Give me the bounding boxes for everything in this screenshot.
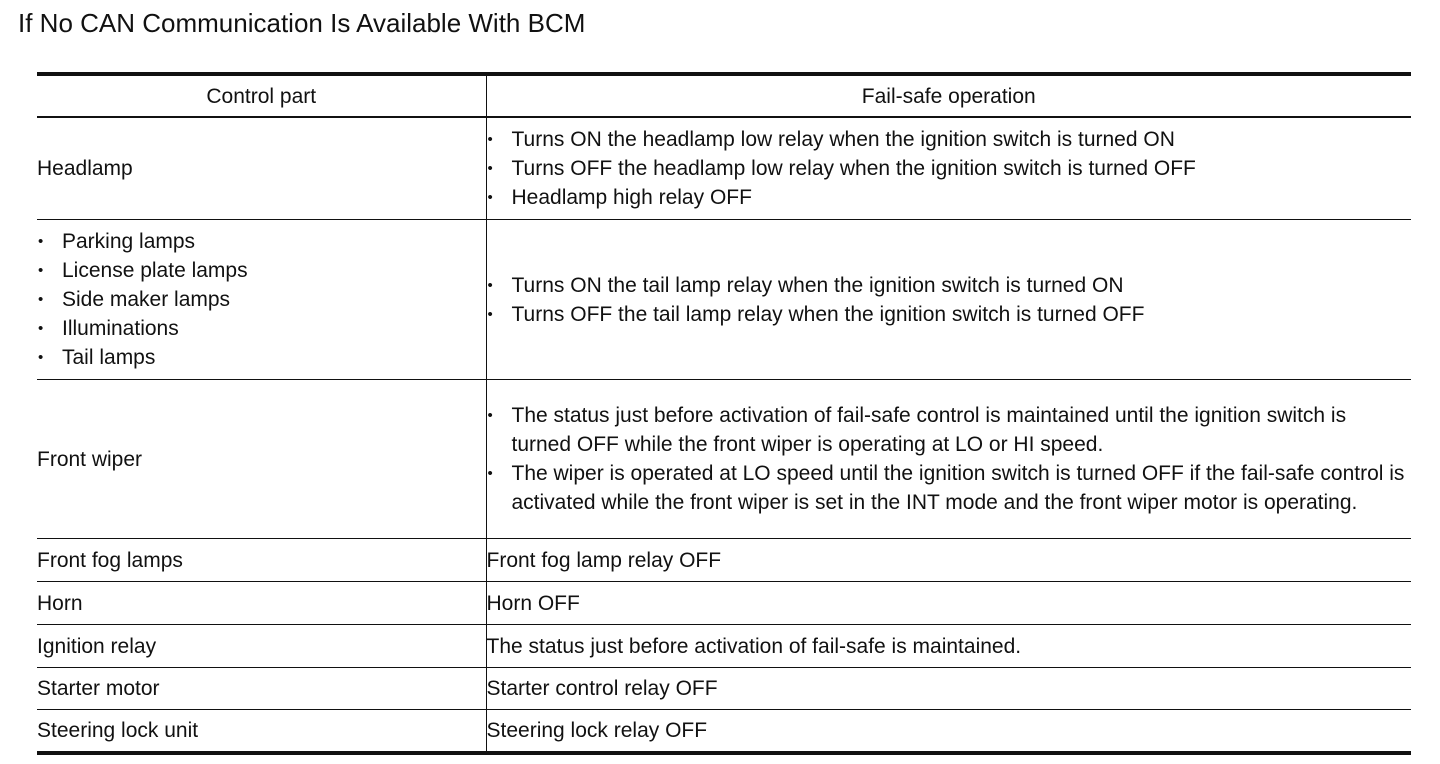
fail-safe-operation-cell: Starter control relay OFF [486,668,1411,710]
control-part-cell: Front fog lamps [37,539,486,582]
table-row [37,710,1411,754]
control-part-cell: Starter motor [37,668,486,710]
fail-safe-operation-cell [486,117,1411,220]
list-item: • Turns OFF the headlamp low relay when the ignition switch is turned OFF [487,154,1412,183]
table-row [37,220,1411,380]
list-item: • Tail lamps [37,343,486,372]
header-control-part: Control part [37,74,486,117]
list-item: • Illuminations [37,314,486,343]
control-part-cell [37,220,486,380]
list-item: • Headlamp high relay OFF [487,183,1412,212]
table-header-row [37,74,1411,117]
list-item: • Turns ON the headlamp low relay when the ignition switch is turned ON [487,125,1412,154]
control-part-cell: Horn [37,582,486,625]
table-row [37,117,1411,220]
fail-safe-operation-cell: Front fog lamp relay OFF [486,539,1411,582]
control-part-cell: Headlamp [37,117,486,220]
page-title: If No CAN Communication Is Available With BCM [18,8,586,38]
control-part-list [37,227,486,372]
fail-safe-operation-cell: Horn OFF [486,582,1411,625]
list-item: • Turns ON the tail lamp relay when the ignition switch is turned ON [487,271,1412,300]
table-row [37,380,1411,539]
operation-list [487,401,1412,517]
list-item: • Parking lamps [37,227,486,256]
operation-list [487,271,1412,329]
table-row [37,668,1411,710]
list-item: • License plate lamps [37,256,486,285]
table-row [37,539,1411,582]
list-item: • The status just before activation of fail-safe control is maintained until the ignition switch is turned OFF while the front wiper is operating at LO or HI speed. [487,401,1412,459]
control-part-cell: Steering lock unit [37,710,486,754]
fail-safe-operation-cell: The status just before activation of fail-safe is maintained. [486,625,1411,668]
list-item: • Turns OFF the tail lamp relay when the ignition switch is turned OFF [487,300,1412,329]
list-item: • Side maker lamps [37,285,486,314]
fail-safe-operation-cell: Steering lock relay OFF [486,710,1411,754]
control-part-cell: Front wiper [37,380,486,539]
header-fail-safe-operation: Fail-safe operation [486,74,1411,117]
fail-safe-table [37,72,1411,755]
table-row [37,582,1411,625]
fail-safe-operation-cell [486,380,1411,539]
control-part-cell: Ignition relay [37,625,486,668]
table-row [37,625,1411,668]
fail-safe-operation-cell [486,220,1411,380]
list-item: • The wiper is operated at LO speed until the ignition switch is turned OFF if the fail-safe control is activated while the front wiper is set in the INT mode and the front wiper motor is operating. [487,459,1412,517]
operation-list [487,125,1412,212]
